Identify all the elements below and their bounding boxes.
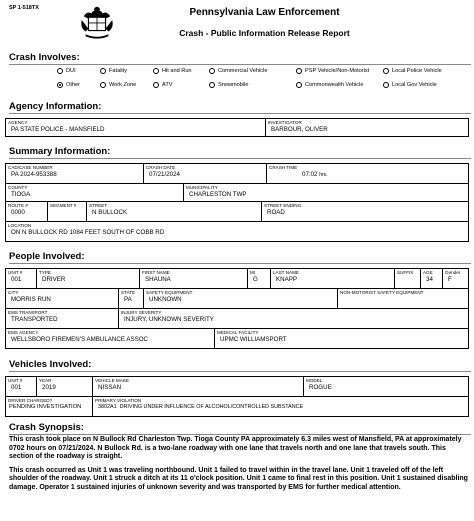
safety-equipment-value: UNKNOWN [149, 296, 182, 303]
mi-label: MI [250, 270, 256, 275]
form-number: SP 1-518TX [9, 5, 39, 11]
agency-field [5, 118, 266, 137]
medical-facility-label: MEDICAL FACILITY [217, 330, 259, 335]
municipality-value: CHARLESTON TWP [189, 191, 247, 198]
primary-violation-label: PRIMARY VIOLATION [95, 398, 142, 403]
vehicle-model-label: MODEL [306, 378, 323, 383]
person-unit-value: 001 [11, 276, 22, 283]
ems-agency-field [5, 328, 215, 349]
last-name-field [270, 268, 395, 289]
radio-icon [296, 68, 302, 74]
location-label: LOCATION [8, 223, 32, 228]
driver-charged-value: PENDING INVESTIGATION [9, 404, 82, 410]
option-commonwealth-vehicle[interactable]: Commonwealth Vehicle [296, 82, 363, 88]
crash-time-field [266, 163, 469, 184]
street-value: N BULLOCK [92, 209, 128, 216]
age-label: AGE [423, 270, 433, 275]
vehicle-unit-label: UNIT # [8, 378, 23, 383]
summary-heading: Summary Information: [9, 146, 471, 159]
street-ending-label: STREET ENDING [264, 203, 302, 208]
agency-label: AGENCY [8, 120, 28, 125]
age-field [420, 268, 443, 289]
radio-icon [153, 82, 159, 88]
mi-field [247, 268, 271, 289]
vehicle-model-field [303, 376, 469, 397]
first-name-field [139, 268, 248, 289]
option-hit-and-run[interactable]: Hit and Run [153, 68, 192, 74]
option-atv[interactable]: ATV [153, 82, 172, 88]
segment-value [48, 208, 86, 209]
age-value: 34 [426, 276, 433, 283]
violation-description: DRIVING UNDER INFLUENCE OF ALCOHOL/CONTROLLED SUBSTANCE [119, 404, 304, 410]
radio-icon [383, 68, 389, 74]
case-number-label: CAD/CASE NUMBER [8, 165, 53, 170]
safety-equipment-field [143, 288, 338, 309]
injury-severity-label: INJURY SEVERITY [121, 310, 162, 315]
ems-transport-value: TRANSPORTED [11, 316, 58, 323]
option-work-zone[interactable]: Work Zone [100, 82, 136, 88]
case-number-value: PA 2024-953388 [11, 171, 57, 178]
ems-transport-label: EMS TRANSPORT [8, 310, 48, 315]
county-value: TIOGA [11, 191, 31, 198]
vehicles-heading: Vehicles Involved: [9, 359, 471, 372]
radio-checked-icon [57, 82, 63, 88]
vehicle-model-value: ROGUE [309, 384, 332, 391]
radio-icon [57, 68, 63, 74]
page-title: Pennsylvania Law Enforcement [189, 7, 340, 18]
violation-code: 3802A1 [98, 404, 117, 410]
driver-charged-label: DRIVER CHARGED? [8, 398, 53, 403]
vehicle-year-value: 2019 [42, 384, 56, 391]
option-dui[interactable]: DUI [57, 68, 76, 74]
radio-icon [100, 82, 106, 88]
city-field [5, 288, 119, 309]
ems-transport-field [5, 308, 119, 329]
gender-value: F [448, 276, 452, 283]
location-value: ON N BULLOCK RD 1084 FEET SOUTH OF COBB RD [11, 229, 165, 236]
radio-icon [209, 68, 215, 74]
case-number-field [5, 163, 144, 184]
page-subtitle: Crash - Public Information Release Report [179, 28, 350, 38]
segment-field [47, 201, 87, 222]
medical-facility-field [214, 328, 469, 349]
route-value: 0000 [11, 209, 25, 216]
street-label: STREET [89, 203, 108, 208]
non-motorist-safety-value [338, 295, 468, 296]
segment-label: SEGMENT # [50, 203, 77, 208]
option-local-police-vehicle[interactable]: Local Police Vehicle [383, 68, 442, 74]
crash-time-unit: hrs. [319, 172, 328, 178]
route-field [5, 201, 48, 222]
vehicle-make-value: NISSAN [98, 384, 122, 391]
gender-label: Gender [445, 270, 461, 275]
city-value: MORRIS RUN [11, 296, 51, 303]
radio-icon [383, 82, 389, 88]
synopsis-heading: Crash Synopsis: [9, 422, 471, 435]
radio-icon [209, 82, 215, 88]
investigator-value: BARBOUR, OLIVER [271, 126, 328, 133]
state-label: STATE [121, 290, 136, 295]
street-ending-field [261, 201, 469, 222]
crash-time-value: 07:02 [302, 171, 318, 178]
investigator-field [265, 118, 469, 137]
vehicle-make-field [92, 376, 304, 397]
non-motorist-safety-field [337, 288, 469, 309]
people-heading: People Involved: [9, 251, 471, 264]
synopsis-paragraph: This crash occurred as Unit 1 was traveling northbound. Unit 1 failed to travel within in the travel lane. Unit 1 traveled off of the left shoulder of the roadway. Unit 1 struck a ditch at its 11 o'clock position. Unit 1 came to final rest in this position. Unit 1 sustained disabling damage. Operator 1 sustained injuries of unknown severity and was transported by EMS for further medical attention. [9, 466, 468, 491]
vehicle-make-label: VEHICLE MAKE [95, 378, 129, 383]
vehicle-year-field [36, 376, 93, 397]
option-commercial-vehicle[interactable]: Commercial Vehicle [209, 68, 267, 74]
gender-field [442, 268, 469, 289]
crash-date-field [143, 163, 267, 184]
injury-severity-field [118, 308, 469, 329]
suffix-label: SUFFIX [397, 270, 414, 275]
mi-value: G [253, 276, 258, 283]
municipality-field [183, 183, 469, 202]
last-name-label: LAST NAME [273, 270, 299, 275]
primary-violation-field [92, 396, 469, 417]
crash-date-label: CRASH DATE [146, 165, 176, 170]
crash-date-value: 07/21/2024 [149, 171, 180, 178]
synopsis-text [9, 436, 471, 498]
driver-charged-field [5, 396, 93, 417]
option-other[interactable]: Other [57, 82, 80, 88]
vehicle-unit-value: 001 [11, 384, 22, 391]
county-field [5, 183, 184, 202]
vehicle-year-label: YEAR [39, 378, 52, 383]
person-unit-label: UNIT # [8, 270, 23, 275]
option-fatality[interactable]: Fatality [100, 68, 127, 74]
first-name-value: SHAUNA [145, 276, 171, 283]
option-local-gov-vehicle[interactable]: Local Gov Vehicle [383, 82, 437, 88]
synopsis-paragraph: This crash took place on N Bullock Rd Charleston Twp. Tioga County PA approximately 6.3 miles west of Mansfield, PA at approximately 0702 hours on 07/21/2024. N Bullock Rd. is a two-lane roadway with one lane that travels north and one lane that travels south. This section of the roadway is straight. [9, 436, 462, 461]
municipality-label: MUNICIPALITY [186, 185, 218, 190]
crash-involves-heading: Crash Involves: [9, 52, 471, 65]
state-value: PA [124, 296, 132, 303]
medical-facility-value: UPMC WILLIAMSPORT [220, 336, 287, 343]
agency-heading: Agency Information: [9, 101, 471, 114]
suffix-value [395, 275, 420, 276]
radio-icon [153, 68, 159, 74]
person-type-value: DRIVER [42, 276, 66, 283]
street-field [86, 201, 262, 222]
vehicle-unit-field [5, 376, 37, 397]
safety-equipment-label: SAFETY EQUIPMENT [146, 290, 193, 295]
injury-severity-value: INJURY, UNKNOWN SEVERITY [124, 316, 214, 323]
last-name-value: KNAPP [276, 276, 297, 283]
investigator-label: INVESTIGATOR [268, 120, 302, 125]
crash-time-label: CRASH TIME [269, 165, 298, 170]
option-psp-vehicle[interactable]: PSP Vehicle/Non-Motorist [296, 68, 369, 74]
radio-icon [296, 82, 302, 88]
route-label: ROUTE # [8, 203, 28, 208]
state-field [118, 288, 144, 309]
location-field [5, 221, 469, 242]
county-label: COUNTY [8, 185, 28, 190]
ems-agency-label: EMS AGENCY [8, 330, 39, 335]
first-name-label: FIRST NAME [142, 270, 170, 275]
street-ending-value: ROAD [267, 209, 285, 216]
option-snowmobile[interactable]: Snowmobile [209, 82, 248, 88]
city-label: CITY [8, 290, 19, 295]
radio-icon [100, 68, 106, 74]
ems-agency-value: WELLSBORO FIREMEN'S AMBULANCE ASSOC [11, 336, 148, 343]
non-motorist-safety-label: NON-MOTORIST SAFETY EQUIPMENT [340, 290, 424, 295]
suffix-field [394, 268, 421, 289]
agency-value: PA STATE POLICE - MANSFIELD [11, 126, 105, 133]
person-type-label: TYPE [39, 270, 51, 275]
person-unit-field [5, 268, 37, 289]
person-type-field [36, 268, 140, 289]
